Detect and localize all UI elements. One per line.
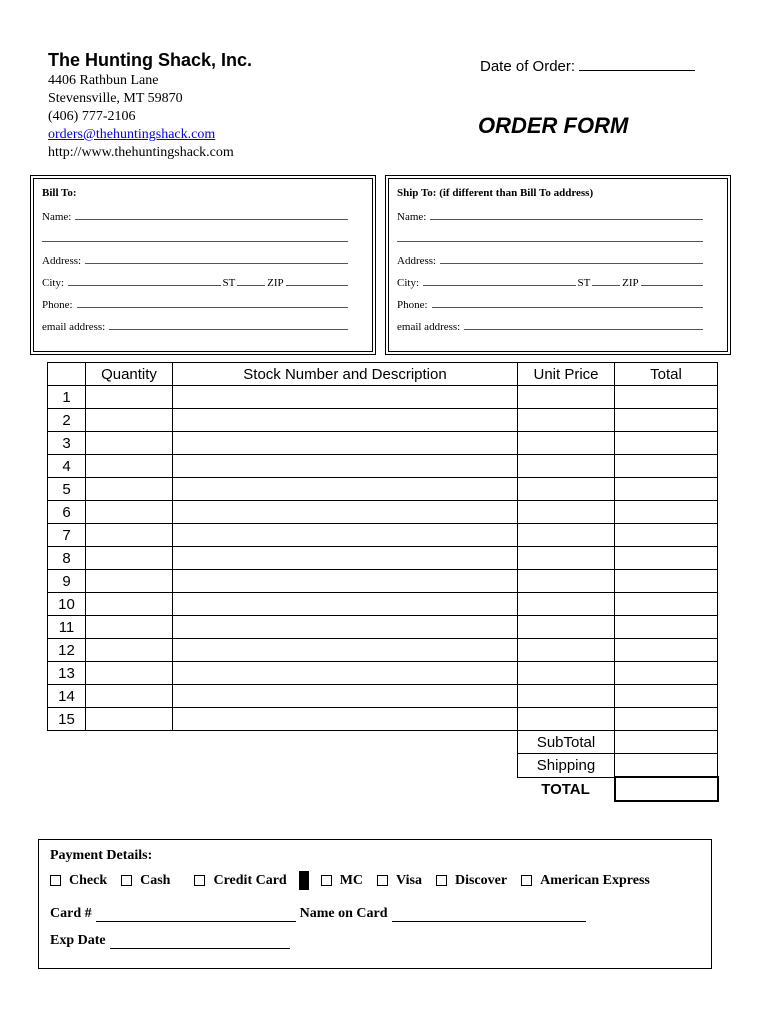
ship-to-title: Ship To: (if different than Bill To address) xyxy=(397,187,594,199)
ship-name-field[interactable] xyxy=(430,210,703,220)
description-cell[interactable] xyxy=(173,708,518,731)
ship-zip-field[interactable] xyxy=(641,276,703,286)
description-cell[interactable] xyxy=(173,639,518,662)
table-row xyxy=(48,616,718,639)
subtotal-label: SubTotal xyxy=(518,731,615,754)
row-number: 8 xyxy=(48,547,86,570)
option-visa-label: Visa xyxy=(396,872,422,888)
unit-price-cell[interactable] xyxy=(518,616,615,639)
line-total-cell[interactable] xyxy=(615,593,718,616)
option-check-label: Check xyxy=(69,872,108,888)
unit-price-cell[interactable] xyxy=(518,547,615,570)
description-cell[interactable] xyxy=(173,593,518,616)
quantity-cell[interactable] xyxy=(86,708,173,731)
bill-address-label: Address: xyxy=(42,255,82,267)
unit-price-cell[interactable] xyxy=(518,639,615,662)
line-total-cell[interactable] xyxy=(615,478,718,501)
option-american-express-label: American Express xyxy=(540,872,650,888)
description-cell[interactable] xyxy=(173,386,518,409)
unit-price-cell[interactable] xyxy=(518,708,615,731)
bill-to-box xyxy=(30,175,376,355)
quantity-cell[interactable] xyxy=(86,639,173,662)
description-cell[interactable] xyxy=(173,455,518,478)
quantity-cell[interactable] xyxy=(86,386,173,409)
table-row xyxy=(48,547,718,570)
bill-st-field[interactable] xyxy=(237,276,265,286)
date-of-order xyxy=(480,56,695,75)
row-number: 12 xyxy=(48,639,86,662)
unit-price-cell[interactable] xyxy=(518,524,615,547)
company-info xyxy=(48,72,234,162)
exp-date-label: Exp Date xyxy=(50,933,106,948)
unit-price-cell[interactable] xyxy=(518,570,615,593)
name-on-card-label: Name on Card xyxy=(299,906,388,921)
option-credit-card[interactable] xyxy=(194,873,286,889)
checkbox-icon[interactable] xyxy=(194,875,205,886)
date-field[interactable] xyxy=(579,56,695,71)
table-row xyxy=(48,524,718,547)
option-american-express[interactable] xyxy=(521,873,650,889)
payment-title: Payment Details: xyxy=(50,848,153,863)
ship-st-field[interactable] xyxy=(592,276,620,286)
quantity-cell[interactable] xyxy=(86,455,173,478)
bill-city-field[interactable] xyxy=(68,276,221,286)
bill-to-title: Bill To: xyxy=(42,187,77,199)
line-total-cell[interactable] xyxy=(615,524,718,547)
bill-zip-label: ZIP xyxy=(267,277,284,289)
checkbox-icon[interactable] xyxy=(377,875,388,886)
company-phone: (406) 777-2106 xyxy=(48,109,136,124)
line-total-cell[interactable] xyxy=(615,547,718,570)
quantity-cell[interactable] xyxy=(86,501,173,524)
line-total-cell[interactable] xyxy=(615,616,718,639)
ship-name-label: Name: xyxy=(397,211,427,223)
subtotal-row xyxy=(48,731,718,754)
unit-price-cell[interactable] xyxy=(518,685,615,708)
description-cell[interactable] xyxy=(173,616,518,639)
bill-phone-label: Phone: xyxy=(42,299,73,311)
form-title: ORDER FORM xyxy=(478,113,629,138)
ship-address-label: Address: xyxy=(397,255,437,267)
line-total-cell[interactable] xyxy=(615,432,718,455)
bill-name-label: Name: xyxy=(42,211,72,223)
line-total-cell[interactable] xyxy=(615,662,718,685)
line-total-cell[interactable] xyxy=(615,386,718,409)
grand-total-row xyxy=(48,777,718,801)
option-discover-label: Discover xyxy=(454,872,508,888)
card-number-field[interactable] xyxy=(96,909,296,922)
row-number: 2 xyxy=(48,409,86,432)
ship-st-label: ST xyxy=(577,277,591,289)
description-cell[interactable] xyxy=(173,547,518,570)
ship-city-label: City: xyxy=(397,277,420,289)
quantity-cell[interactable] xyxy=(86,662,173,685)
ship-address-field[interactable] xyxy=(440,254,703,264)
table-header-row xyxy=(48,363,718,386)
quantity-cell[interactable] xyxy=(86,547,173,570)
unit-price-cell[interactable] xyxy=(518,455,615,478)
date-label: Date of Order: xyxy=(480,58,576,75)
bill-phone-field[interactable] xyxy=(77,298,348,308)
company-street: 4406 Rathbun Lane xyxy=(48,73,159,88)
bill-name-field[interactable] xyxy=(75,210,348,220)
shipping-label: Shipping xyxy=(518,754,615,778)
card-number-label: Card # xyxy=(50,906,92,921)
line-total-cell[interactable] xyxy=(615,501,718,524)
table-row xyxy=(48,639,718,662)
header-quantity: Quantity xyxy=(86,363,173,386)
bill-name-field-2[interactable] xyxy=(42,232,348,242)
quantity-cell[interactable] xyxy=(86,524,173,547)
shipping-cell[interactable] xyxy=(615,754,718,778)
table-row xyxy=(48,662,718,685)
table-row xyxy=(48,455,718,478)
ship-email-field[interactable] xyxy=(464,320,703,330)
table-row xyxy=(48,501,718,524)
option-cash[interactable] xyxy=(121,873,170,889)
quantity-cell[interactable] xyxy=(86,593,173,616)
unit-price-cell[interactable] xyxy=(518,593,615,616)
row-number: 5 xyxy=(48,478,86,501)
row-number: 11 xyxy=(48,616,86,639)
description-cell[interactable] xyxy=(173,478,518,501)
option-credit-card-label: Credit Card xyxy=(213,872,287,888)
row-number: 6 xyxy=(48,501,86,524)
description-cell[interactable] xyxy=(173,524,518,547)
line-total-cell[interactable] xyxy=(615,570,718,593)
unit-price-cell[interactable] xyxy=(518,409,615,432)
company-name: The Hunting Shack, Inc. xyxy=(48,50,253,70)
option-visa[interactable] xyxy=(377,873,422,889)
bill-email-label: email address: xyxy=(42,321,106,333)
table-row xyxy=(48,708,718,731)
checkbox-icon[interactable] xyxy=(321,875,332,886)
name-on-card-field[interactable] xyxy=(392,909,586,922)
row-number: 7 xyxy=(48,524,86,547)
bill-st-label: ST xyxy=(222,277,236,289)
table-row xyxy=(48,593,718,616)
option-mc[interactable] xyxy=(321,873,363,889)
description-cell[interactable] xyxy=(173,409,518,432)
header-total: Total xyxy=(615,363,718,386)
description-cell[interactable] xyxy=(173,662,518,685)
quantity-cell[interactable] xyxy=(86,478,173,501)
description-cell[interactable] xyxy=(173,570,518,593)
company-email-link[interactable]: orders@thehuntingshack.com xyxy=(48,127,216,142)
grand-total-label: TOTAL xyxy=(541,780,590,798)
ship-email-label: email address: xyxy=(397,321,461,333)
checkbox-icon[interactable] xyxy=(521,875,532,886)
unit-price-cell[interactable] xyxy=(518,386,615,409)
row-number: 1 xyxy=(48,386,86,409)
text-cursor-block xyxy=(299,871,309,890)
payment-options xyxy=(50,871,664,890)
description-cell[interactable] xyxy=(173,432,518,455)
row-number: 10 xyxy=(48,593,86,616)
row-number: 15 xyxy=(48,708,86,731)
option-cash-label: Cash xyxy=(140,872,171,888)
option-discover[interactable] xyxy=(436,873,507,889)
row-number: 3 xyxy=(48,432,86,455)
option-mc-label: MC xyxy=(339,872,364,888)
ship-zip-label: ZIP xyxy=(622,277,639,289)
header-row-number xyxy=(48,363,86,386)
line-total-cell[interactable] xyxy=(615,639,718,662)
bill-city-label: City: xyxy=(42,277,65,289)
table-row xyxy=(48,432,718,455)
description-cell[interactable] xyxy=(173,685,518,708)
order-items-table xyxy=(47,362,719,802)
quantity-cell[interactable] xyxy=(86,616,173,639)
checkbox-icon[interactable] xyxy=(436,875,447,886)
shipping-row xyxy=(48,754,718,778)
table-row xyxy=(48,409,718,432)
row-number: 13 xyxy=(48,662,86,685)
quantity-cell[interactable] xyxy=(86,685,173,708)
quantity-cell[interactable] xyxy=(86,409,173,432)
unit-price-cell[interactable] xyxy=(518,478,615,501)
subtotal-cell[interactable] xyxy=(615,731,718,754)
line-total-cell[interactable] xyxy=(615,685,718,708)
bill-zip-field[interactable] xyxy=(286,276,348,286)
line-total-cell[interactable] xyxy=(615,455,718,478)
unit-price-cell[interactable] xyxy=(518,501,615,524)
ship-to-box xyxy=(385,175,731,355)
row-number: 14 xyxy=(48,685,86,708)
bill-address-field[interactable] xyxy=(85,254,348,264)
description-cell[interactable] xyxy=(173,501,518,524)
unit-price-cell[interactable] xyxy=(518,432,615,455)
exp-date-field[interactable] xyxy=(110,936,290,949)
ship-phone-field[interactable] xyxy=(432,298,703,308)
quantity-cell[interactable] xyxy=(86,570,173,593)
company-website: http://www.thehuntingshack.com xyxy=(48,145,234,160)
ship-name-field-2[interactable] xyxy=(397,232,703,242)
company-city: Stevensville, MT 59870 xyxy=(48,91,183,106)
option-check[interactable] xyxy=(50,873,107,889)
checkbox-icon[interactable] xyxy=(50,875,61,886)
table-row xyxy=(48,570,718,593)
ship-phone-label: Phone: xyxy=(397,299,428,311)
ship-city-field[interactable] xyxy=(423,276,576,286)
row-number: 4 xyxy=(48,455,86,478)
table-row xyxy=(48,685,718,708)
table-row xyxy=(48,478,718,501)
table-row xyxy=(48,386,718,409)
quantity-cell[interactable] xyxy=(86,432,173,455)
line-total-cell[interactable] xyxy=(615,409,718,432)
grand-total-cell[interactable] xyxy=(615,777,718,801)
header-unit-price: Unit Price xyxy=(518,363,615,386)
unit-price-cell[interactable] xyxy=(518,662,615,685)
bill-email-field[interactable] xyxy=(109,320,348,330)
line-total-cell[interactable] xyxy=(615,708,718,731)
payment-details-box xyxy=(38,839,712,969)
checkbox-icon[interactable] xyxy=(121,875,132,886)
row-number: 9 xyxy=(48,570,86,593)
header-description: Stock Number and Description xyxy=(173,363,518,386)
